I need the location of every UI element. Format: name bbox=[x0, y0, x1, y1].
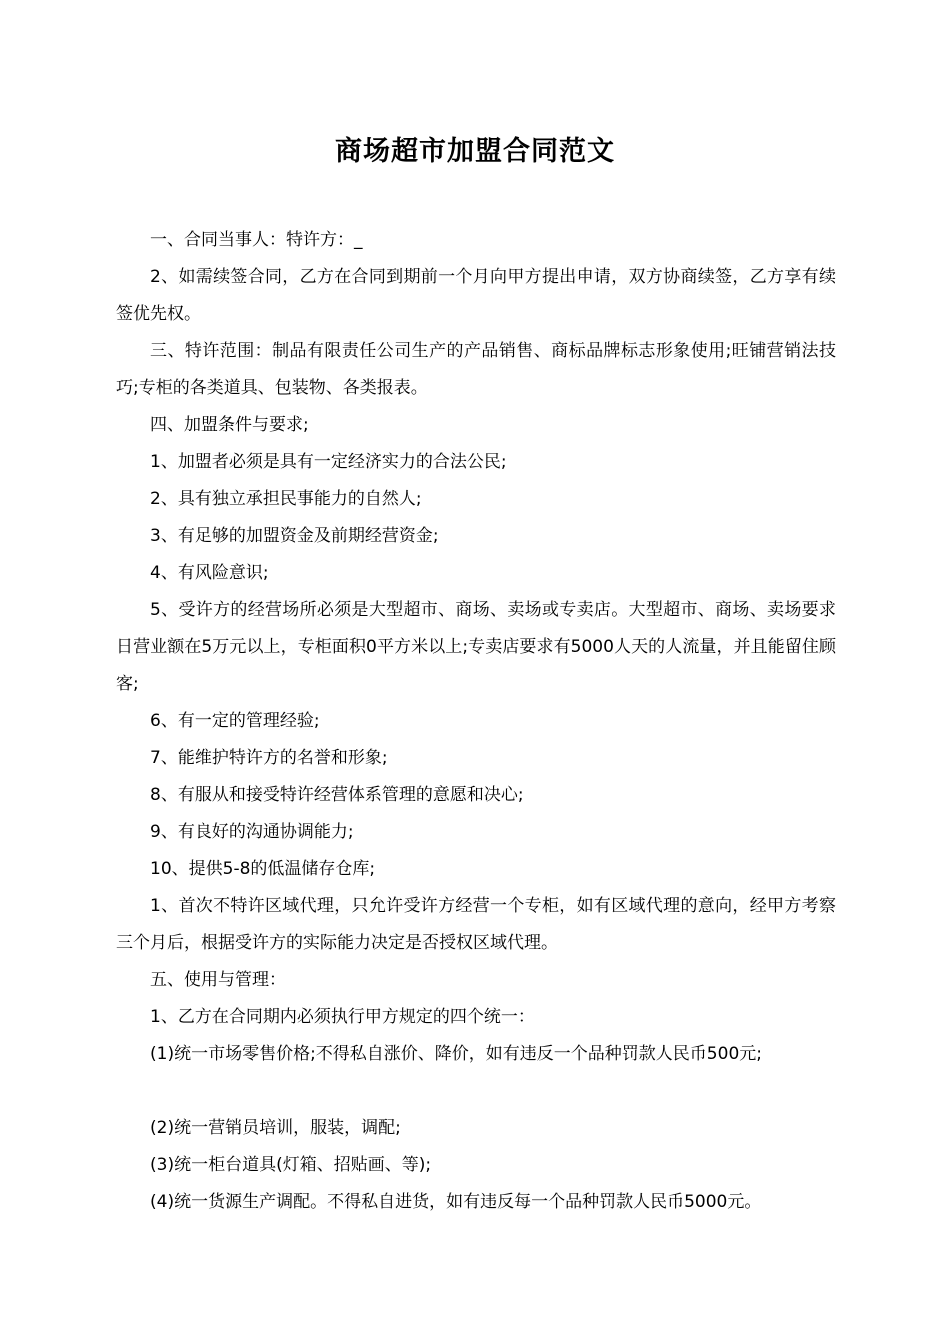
paragraph-condition-4: 4、有风险意识; bbox=[150, 563, 269, 583]
paragraph-renewal: 2、如需续签合同，乙方在合同到期前一个月向甲方提出申请，双方协商续签，乙方享有续签优先权。 bbox=[116, 267, 836, 324]
paragraph-condition-7: 7、能维护特许方的名誉和形象; bbox=[150, 748, 388, 768]
paragraph-unified-training: (2)统一营销员培训，服装，调配; bbox=[150, 1118, 401, 1138]
paragraph-parties: 一、合同当事人：特许方：_ bbox=[150, 230, 363, 250]
document-body bbox=[116, 222, 836, 1221]
paragraph-condition-3: 3、有足够的加盟资金及前期经营资金; bbox=[150, 526, 439, 546]
paragraph-spacer bbox=[116, 1073, 836, 1110]
paragraph-condition-5: 5、受许方的经营场所必须是大型超市、商场、卖场或专卖店。大型超市、商场、卖场要求日营业额在5万元以上，专柜面积0平方米以上;专卖店要求有5000人天的人流量，并且能留住顾客; bbox=[116, 600, 836, 694]
paragraph-scope: 三、特许范围：制品有限责任公司生产的产品销售、商标品牌标志形象使用;旺铺营销法技巧;专柜的各类道具、包装物、各类报表。 bbox=[116, 341, 836, 398]
paragraph-condition-10: 10、提供5-8的低温储存仓库; bbox=[150, 859, 376, 879]
paragraph-condition-6: 6、有一定的管理经验; bbox=[150, 711, 320, 731]
document-title: 商场超市加盟合同范文 bbox=[335, 136, 615, 167]
paragraph-conditions-heading: 四、加盟条件与要求; bbox=[150, 415, 309, 435]
paragraph-four-unifications: 1、乙方在合同期内必须执行甲方规定的四个统一： bbox=[150, 1007, 535, 1027]
paragraph-condition-1: 1、加盟者必须是具有一定经济实力的合法公民; bbox=[150, 452, 507, 472]
paragraph-condition-2: 2、具有独立承担民事能力的自然人; bbox=[150, 489, 422, 509]
paragraph-condition-9: 9、有良好的沟通协调能力; bbox=[150, 822, 354, 842]
paragraph-unified-price: (1)统一市场零售价格;不得私自涨价、降价，如有违反一个品种罚款人民币500元; bbox=[150, 1044, 762, 1064]
paragraph-unified-supply: (4)统一货源生产调配。不得私自进货，如有违反每一个品种罚款人民币5000元。 bbox=[150, 1192, 762, 1212]
paragraph-condition-8: 8、有服从和接受特许经营体系管理的意愿和决心; bbox=[150, 785, 524, 805]
paragraph-management-heading: 五、使用与管理： bbox=[150, 970, 286, 990]
paragraph-regional-agency: 1、首次不特许区域代理，只允许受许方经营一个专柜，如有区域代理的意向，经甲方考察三个月后，根据受许方的实际能力决定是否授权区域代理。 bbox=[116, 896, 836, 953]
paragraph-unified-props: (3)统一柜台道具(灯箱、招贴画、等); bbox=[150, 1155, 432, 1175]
